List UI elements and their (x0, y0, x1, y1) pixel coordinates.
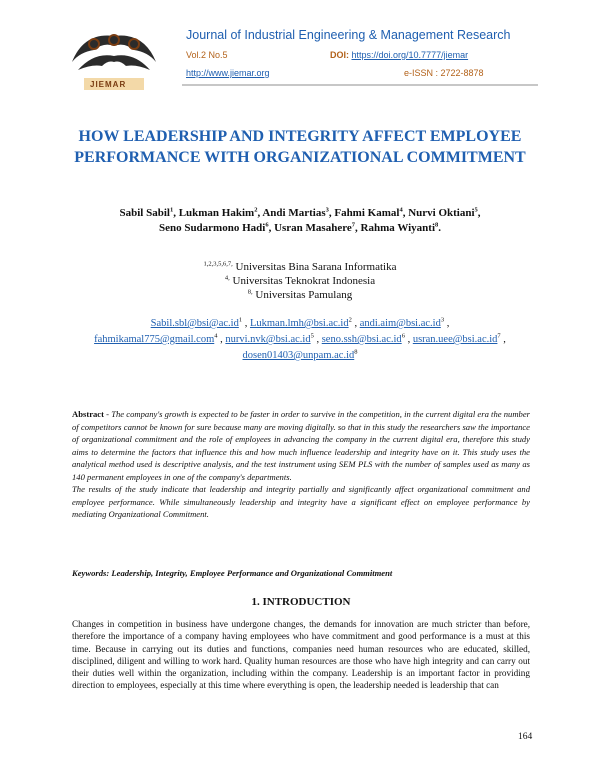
email-line-3 (60, 348, 540, 364)
affiliation-marker: 1,2,3,5,6,7, (203, 260, 233, 268)
volume-info: Vol.2 No.5 (186, 50, 228, 60)
superscript-marker: 3 (440, 316, 445, 324)
email-link[interactable]: Sabil.sbl@bsi@ac.id (150, 318, 239, 329)
abstract (72, 408, 530, 521)
superscript-marker: 5 (474, 206, 478, 214)
abstract-dash: - (103, 409, 112, 419)
header-divider (182, 84, 538, 86)
journal-website (186, 68, 270, 78)
author-name: Rahma Wiyanti (360, 222, 436, 234)
superscript-marker: 6 (401, 332, 405, 340)
paper-title: HOW LEADERSHIP AND INTEGRITY AFFECT EMPLOYEE PERFORMANCE WITH ORGANIZATIONAL COMMITMENT (74, 128, 526, 166)
email-link[interactable]: nurvi.nvk@bsi.ac.id (225, 334, 311, 345)
affiliation-marker: 4, (224, 274, 230, 282)
doi-info (330, 50, 468, 60)
abstract-text-1: The company's growth is expected to be faster in order to survive in the competition, in the current digital era the number of competitors cannot be known for sure because many are moving digitally. so that in this study the researchers saw the importance of organizational commitment and the role of employees in advancing the company in the current digital era, therefore this study aims to determine the factors that influence this and how much influence leadership and integrity have on it. This study uses the analytical method used is descriptive analysis, and the test instrument using SEM PLS with the number of samples used as many as 140 permanent employees in one of the company's departments. (72, 409, 530, 482)
abstract-paragraph-1 (72, 408, 530, 483)
introduction-text: Changes in competition in business have undergone changes, the demands for innovation are much stricter than before, therefore the importance of a company having employees who have commitment and good performance is a must at this time. Because in carrying out its duties and functions, companies need human resources who are educated, skilled, disciplined, diligent and willing to work hard. Quality human resources are those who have high integrity and can carry out their duties well within the organization, including within the company. Leadership is an important factor in providing direction to employees, especially at this time where everything is open, the leadership needed is leadership that can (72, 619, 530, 691)
separator: , (404, 334, 413, 345)
superscript-marker: 6 (265, 221, 269, 229)
superscript-marker: 2 (348, 316, 352, 324)
logo-text: JIEMAR (90, 80, 127, 89)
website-link[interactable]: http://www.jiemar.org (186, 68, 270, 78)
affiliation-name: Universitas Bina Sarana Informatika (232, 261, 397, 273)
superscript-marker: 7 (351, 221, 356, 229)
superscript-marker: 1 (169, 206, 174, 214)
author-line-1 (60, 206, 540, 221)
author-list (60, 206, 540, 236)
affiliation-name: Universitas Pamulang (252, 289, 353, 301)
separator: , (402, 207, 409, 219)
journal-title: Journal of Industrial Engineering & Management Research (186, 28, 511, 42)
author-name: Sabil Sabil (119, 207, 170, 219)
page-number: 164 (518, 732, 533, 742)
email-line-2 (60, 332, 540, 348)
affiliation-line (100, 288, 500, 302)
keywords: Keywords: Leadership, Integrity, Employee Performance and Organizational Commitment (72, 568, 393, 578)
author-name: Lukman Hakim (178, 207, 255, 219)
superscript-marker: 8 (435, 221, 439, 229)
affiliation-line (100, 260, 500, 274)
section-heading-introduction: 1. INTRODUCTION (251, 596, 351, 608)
superscript-marker: 4 (399, 206, 403, 214)
superscript-marker: 1 (238, 316, 243, 324)
separator: , (242, 318, 250, 329)
affiliation-line (100, 274, 500, 288)
separator: , (328, 207, 335, 219)
separator: , (477, 207, 481, 219)
author-name: Fahmi Kamal (334, 207, 400, 219)
separator: , (355, 222, 361, 234)
superscript-marker: 2 (254, 206, 258, 214)
email-link[interactable]: Lukman.lmh@bsi.ac.id (249, 318, 349, 329)
doi-label: DOI: (330, 50, 349, 60)
separator: , (268, 222, 275, 234)
jiemar-logo (64, 22, 164, 92)
author-name: Andi Martias (262, 207, 326, 219)
email-link[interactable]: seno.ssh@bsi.ac.id (321, 334, 402, 345)
journal-header (64, 22, 540, 94)
eissn-info: e-ISSN : 2722-8878 (404, 68, 484, 78)
email-link[interactable]: fahmikamal775@gmail.com (94, 334, 215, 345)
abstract-paragraph-2 (72, 483, 530, 521)
superscript-marker: 5 (310, 332, 314, 340)
email-line-1 (60, 316, 540, 332)
affiliation-marker: 8, (247, 288, 253, 296)
affiliation-list (100, 260, 500, 302)
superscript-marker: 4 (214, 332, 218, 340)
separator: , (444, 318, 450, 329)
author-line-2 (60, 221, 540, 236)
doi-link[interactable]: https://doi.org/10.7777/jiemar (351, 50, 469, 60)
separator: . (438, 222, 442, 234)
superscript-marker: 3 (325, 206, 329, 214)
author-name: Nurvi Oktiani (408, 207, 475, 219)
author-name: Usran Masahere (274, 222, 352, 234)
separator: , (313, 334, 322, 345)
separator: , (217, 334, 226, 345)
separator: , (351, 318, 360, 329)
abstract-label: Abstract (72, 409, 104, 419)
superscript-marker: 7 (497, 332, 501, 340)
email-link[interactable]: usran.uee@bsi.ac.id (412, 334, 498, 345)
email-link[interactable]: dosen01403@unpam.ac.id (242, 350, 355, 361)
separator: , (257, 207, 263, 219)
email-list (60, 316, 540, 364)
affiliation-name: Universitas Teknokrat Indonesia (229, 275, 376, 287)
abstract-text-2: The results of the study indicate that leadership and integrity partially and significantly affect organizational commitment and employee performance. While simultaneously leadership and integrity have a significant effect on employee performance by mediating Organizational Commitment. (72, 484, 530, 519)
separator: , (500, 334, 506, 345)
separator: , (173, 207, 179, 219)
email-link[interactable]: andi.aim@bsi.ac.id (359, 318, 441, 329)
superscript-marker: 8 (354, 348, 358, 356)
author-name: Seno Sudarmono Hadi (158, 222, 266, 234)
